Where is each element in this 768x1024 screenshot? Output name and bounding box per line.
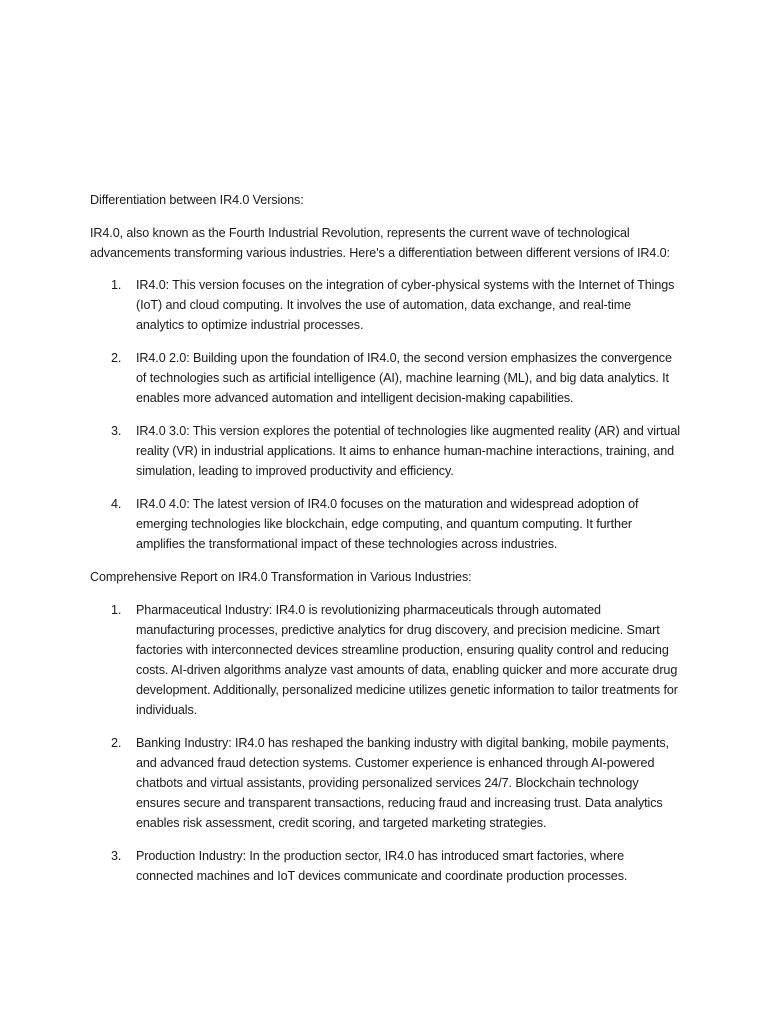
- list-item: [90, 846, 682, 886]
- industries-list: [90, 600, 682, 886]
- list-item: [90, 275, 682, 335]
- list-item: [90, 494, 682, 554]
- list-item-number: 4.: [111, 497, 122, 511]
- list-item-number: 2.: [111, 736, 122, 750]
- list-item: [90, 421, 682, 481]
- section-heading-versions: Differentiation between IR4.0 Versions:: [90, 193, 304, 207]
- list-item-number: 1.: [111, 603, 122, 617]
- list-item: [90, 348, 682, 408]
- list-item-text: IR4.0 4.0: The latest version of IR4.0 focuses on the maturation and widespread adoption of emerging technologies like blockchain, edge computing, and quantum computing. It further amplifies the transformational impact of these technologies across industries.: [136, 497, 639, 551]
- list-item: [90, 733, 682, 833]
- list-item-text: Production Industry: In the production sector, IR4.0 has introduced smart factories, where connected machines and IoT devices communicate and coordinate production processes.: [136, 849, 628, 883]
- versions-list: [90, 275, 682, 554]
- list-item-number: 2.: [111, 351, 122, 365]
- list-item-number: 3.: [111, 849, 122, 863]
- list-item: [90, 600, 682, 720]
- list-item-text: IR4.0 3.0: This version explores the potential of technologies like augmented reality (AR) and virtual reality (VR) in industrial applications. It aims to enhance human-machine interactions, training, and simulation, leading to improved productivity and efficiency.: [136, 424, 680, 478]
- intro-paragraph: IR4.0, also known as the Fourth Industrial Revolution, represents the current wave of technological advancements transforming various industries. Here's a differentiation between different versions of IR4.0:: [90, 226, 670, 260]
- list-item-text: Pharmaceutical Industry: IR4.0 is revolutionizing pharmaceuticals through automated manufacturing processes, predictive analytics for drug discovery, and precision medicine. Smart factories with interconnected devices streamline production, ensuring quality control and reducing costs. AI-driven algorithms analyze vast amounts of data, enabling quicker and more accurate drug development. Additionally, personalized medicine utilizes genetic information to tailor treatments for individuals.: [136, 603, 678, 717]
- section-heading-report: Comprehensive Report on IR4.0 Transformation in Various Industries:: [90, 570, 472, 584]
- list-item-text: Banking Industry: IR4.0 has reshaped the banking industry with digital banking, mobile payments, and advanced fraud detection systems. Customer experience is enhanced through AI-powered chatbots and virtual assistants, providing personalized services 24/7. Blockchain technology ensures secure and transparent transactions, reducing fraud and increasing trust. Data analytics enables risk assessment, credit scoring, and targeted marketing strategies.: [136, 736, 669, 830]
- list-item-text: IR4.0: This version focuses on the integration of cyber-physical systems with the Internet of Things (IoT) and cloud computing. It involves the use of automation, data exchange, and real-time analytics to optimize industrial processes.: [136, 278, 675, 332]
- document-page: [90, 190, 682, 899]
- list-item-text: IR4.0 2.0: Building upon the foundation of IR4.0, the second version emphasizes the convergence of technologies such as artificial intelligence (AI), machine learning (ML), and big data analytics. It enables more advanced automation and intelligent decision-making capabilities.: [136, 351, 672, 405]
- list-item-number: 1.: [111, 278, 122, 292]
- list-item-number: 3.: [111, 424, 122, 438]
